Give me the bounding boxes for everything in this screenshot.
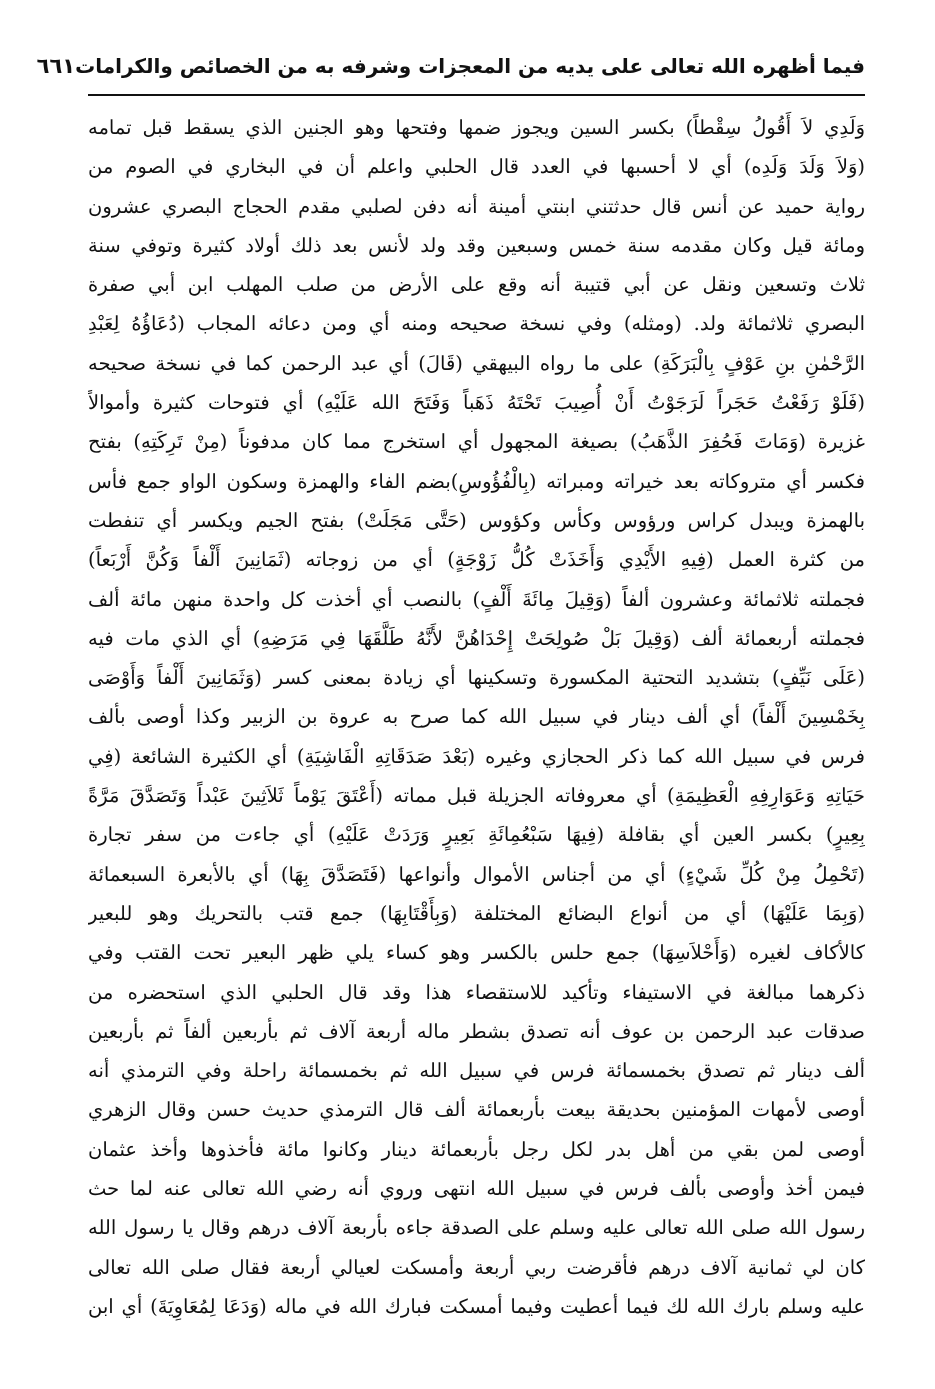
text-line: فجملته أربعمائة ألف (وَقِيلَ بَلْ صُولِحَتْ إِحْدَاهُنَّ لأَنَّهُ طَلَّقَهَا فِي مَرَضِهِ) أي الذي مات فيه xyxy=(88,626,865,650)
text-line: (عَلَى نَيِّفٍ) بتشديد التحتية المكسورة وتسكينها أي زيادة بمعنى كسر (وَثَمَانِينَ أَلْفاً وَأَوْصَى xyxy=(88,666,865,690)
text-line: (تَحْمِلُ مِنْ كُلِّ شَيْءٍ) أي من أجناس الأموال وأنواعها (فَتَصَدَّقَ بِهَا) أي بالأبعرة السبعمائة xyxy=(88,862,865,886)
page-number: ٦٦١ xyxy=(36,54,76,78)
text-line: كالأكاف لغيره (وَأَحْلاَسِهَا) جمع حلس بالكسر وهو كساء يلي ظهر البعير تحت القتب وفي xyxy=(88,941,865,965)
text-line: بِخَمْسِينَ أَلْفاً) أي ألف دينار في سبيل الله كما صرح به عروة بن الزبير وكذا أوصى بألف xyxy=(88,705,865,729)
text-line: بالهمزة ويبدل كراس ورؤوس وكأس وكؤوس (حَتَّى مَجَلَتْ) بفتح الجيم ويكسر أي تنفطت xyxy=(88,508,865,532)
text-line: ومائة قيل وكان مقدمه سنة خمس وسبعين وقد ولد لأنس بعد ذلك أولاد كثيرة وتوفي سنة xyxy=(88,233,865,257)
text-line: الرَّحْمٰنِ بنِ عَوْفٍ بِالْبَرَكَةِ) على ما رواه البيهقي (قَالَ) أي عبد الرحمن كما في نسخة صحيحه xyxy=(88,351,865,375)
text-line: فيمن أخذ وأوصى بألف فرس في سبيل الله انتهى وروي أنه رضي الله تعالى عنه لما حث xyxy=(88,1177,865,1201)
text-line: أوصى لمن بقي من أهل بدر لكل رجل بأربعمائة دينار وكانوا مائة فأخذوها وأخذ عثمان xyxy=(88,1137,865,1161)
text-line: فرس في سبيل الله كما ذكر الحجازي وغيره (بَعْدَ صَدَقَاتِهِ الْفَاشِيَةِ) أي الكثيرة الشائعة (فِي xyxy=(88,744,865,768)
text-line: فكسر أي متروكاته بعد خيراته ومبراته (بِالْفُؤُوسِ)بضم الفاء والهمزة وسكون الواو جمع فأس xyxy=(88,469,865,493)
text-line: رواية حميد عن أنس قال حدثتني ابنتي أمينة أنه دفن لصلبي مقدم الحجاج البصري عشرون xyxy=(88,194,865,218)
text-line: ثلاث وتسعين ونقل عن أبي قتيبة أنه وقع على الأرض من صلب المهلب ابن أبي صفرة xyxy=(88,273,865,297)
text-line: (وَبِمَا عَلَيْهَا) أي من أنواع البضائع المختلفة (وَبِأَقْتَابِهَا) جمع قتب بالتحريك وهو للبعير xyxy=(88,901,865,925)
text-line: رسول الله صلى الله تعالى عليه وسلم على الصدقة جاءه بأربعة آلاف درهم وقال يا رسول الله xyxy=(88,1216,865,1240)
text-line: غزيرة (وَمَاتَ فَحُفِرَ الذَّهَبُ) بصيغة المجهول أي استخرج مما كان مدفوناً (مِنْ تَرِكَتِهِ) بفتح xyxy=(88,430,865,454)
text-line: من كثرة العمل (فِيهِ الأَيْدِي وَأَخَذَتْ كُلُّ زَوْجَةٍ) أي من زوجاته (ثَمَانِينَ أَلْفاً وَكُنَّ أَرْبَعاً) xyxy=(88,548,865,572)
text-line: صدقات عبد الرحمن بن عوف أنه تصدق بشطر ماله أربعة آلاف ثم بأربعين ألفاً ثم بأربعين xyxy=(88,1019,865,1043)
text-line: (وَلاَ وَلَدَ وَلَدِه) أي لا أحسبها في العدد قال الحلبي واعلم أن في البخاري في الصوم من xyxy=(88,155,865,179)
header-divider xyxy=(88,94,865,96)
page-header xyxy=(36,46,865,86)
text-line: بِعِيرٍ) بكسر العين أي بقافلة (فِيهَا سَبْعُمِائَةِ بَعِيرٍ وَرَدَتْ عَلَيْهِ) أي جاءت من سفر تجارة xyxy=(88,823,865,847)
text-line: وَلَدِي لاَ أَقُولُ سِقْطاً) بكسر السين ويجوز ضمها وفتحها وهو الجنين الذي يسقط قبل تمامه xyxy=(88,116,865,139)
text-line: (فَلَوْ رَفَعْتُ حَجَراً لَرَجَوْتُ أَنْ أُصِيبَ تَحْتَهُ ذَهَباً وَفَتَحَ الله عَلَيْهِ) أي فتوحات كثيرة وأموالاً xyxy=(88,391,865,415)
body-text xyxy=(88,108,865,1326)
running-title: فيما أظهره الله تعالى على يديه من المعجزات وشرفه به من الخصائص والكرامات xyxy=(75,54,865,78)
text-line: ذكرهما مبالغة في الاستيفاء وتأكيد للاستقصاء هذا وقد قال الحلبي الذي استحضره من xyxy=(88,980,865,1004)
text-line: كان لي ثمانية آلاف درهم فأقرضت ربي أربعة وأمسكت لعيالي أربعة فقال صلى الله تعالى xyxy=(88,1255,865,1279)
text-line: البصري ثلاثمائة ولد. (ومثله) وفي نسخة صحيحه ومنه أي ومن دعائه المجاب (دُعَاؤُهُ لِعَبْدِ xyxy=(88,312,865,336)
text-line: أوصى لأمهات المؤمنين بحديقة بيعت بأربعمائة ألف قال الترمذي حديث حسن وقال الزهري xyxy=(88,1098,865,1122)
text-line: حَيَاتِهِ وَعَوَارِفِهِ الْعَظِيمَةِ) أي معروفاته الجزيلة قبل مماته (أَعْتَقَ يَوْماً ثَلاَثِينَ عَبْداً وَتَصَدَّقَ مَرَّةً xyxy=(88,784,865,808)
text-line: ألف دينار ثم تصدق بخمسمائة فرس في سبيل الله ثم بخمسمائة راحلة وفي الترمذي أنه xyxy=(88,1059,865,1083)
text-line: فجملته ثلاثمائة وعشرون ألفاً (وَقِيلَ مِائَةَ أَلْفٍ) بالنصب أي أخذت كل واحدة منهن مائة ألف xyxy=(88,587,865,611)
text-line: عليه وسلم بارك الله لك فيما أعطيت وفيما أمسكت فبارك الله في ماله (وَدَعَا لِمُعَاوِيَةَ) أي ابن xyxy=(88,1294,865,1318)
